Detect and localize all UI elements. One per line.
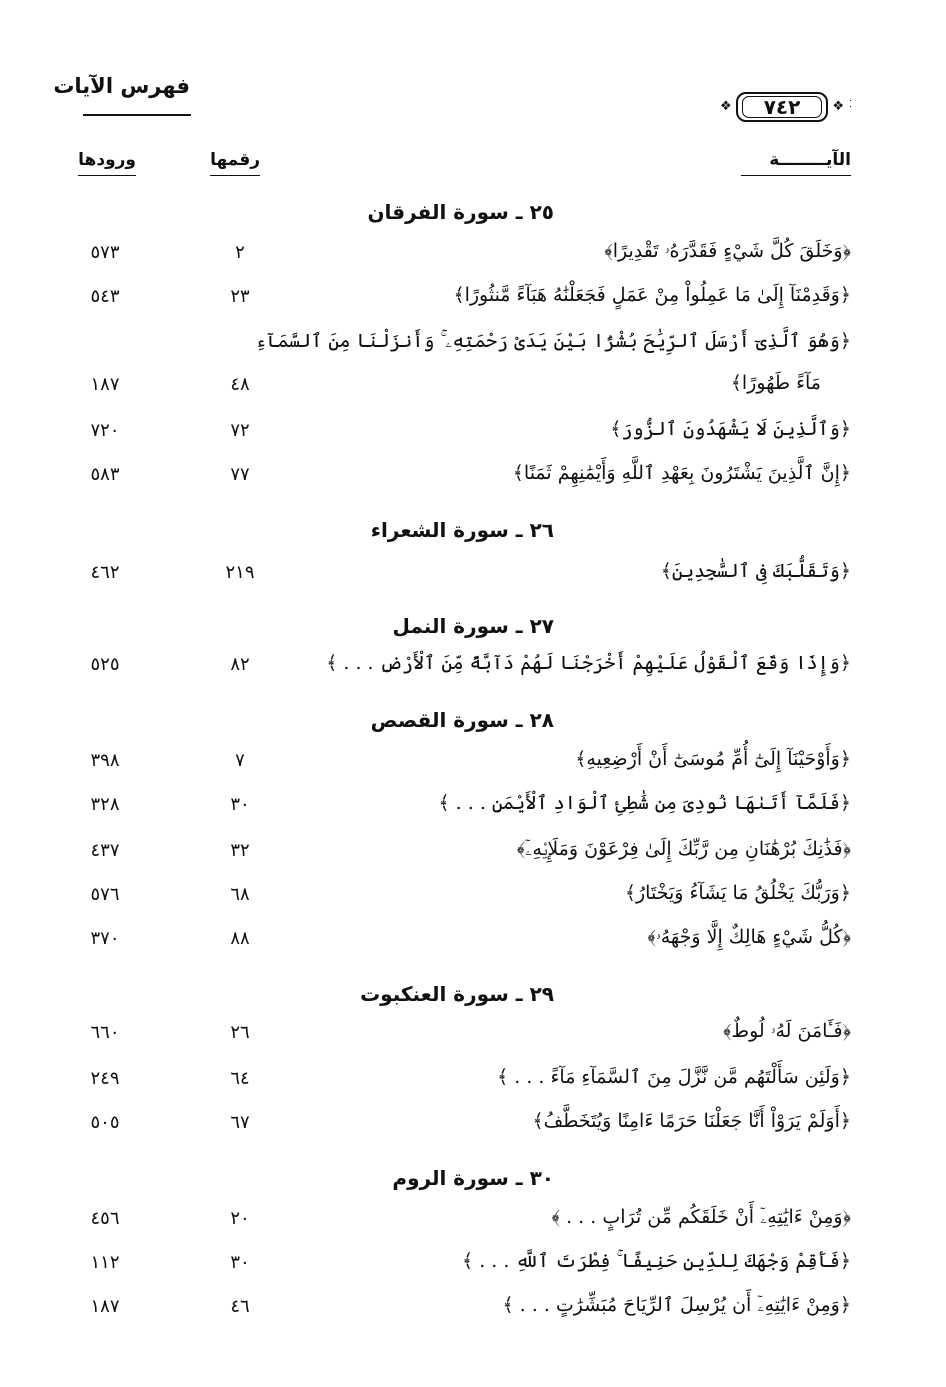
verse-occurrence: ٤٥٦ [90, 1208, 120, 1229]
verse-number: ٨٢ [230, 654, 250, 675]
verse-text: ﴿وَلَئِن سَأَلْتَهُم مَّن نَّزَّلَ مِنَ ٱلسَّمَآءِ مَآءً . . . ﴾ [497, 1066, 851, 1088]
verse-number: ٦٨ [230, 884, 250, 905]
ornament-icon: ❖ [832, 99, 844, 114]
verse-occurrence: ١١٢ [90, 1252, 120, 1273]
verse-occurrence: ٥٧٦ [90, 884, 120, 905]
verse-occurrence: ١٨٧ [90, 1296, 120, 1317]
verse-text: ﴿فَـَٔامَنَ لَهُۥ لُوطٌ﴾ [723, 1020, 851, 1042]
header-rule [83, 114, 191, 116]
verse-number: ٤٨ [230, 374, 250, 395]
verse-text: ﴿وَخَلَقَ كُلَّ شَيْءٍ فَقَدَّرَهُۥ تَقْدِيرًا﴾ [604, 240, 851, 262]
verse-number: ٤٦ [230, 1296, 250, 1317]
verse-text: ﴿وَٱلَّذِينَ لَا يَشْهَدُونَ ٱلزُّورَ﴾ [610, 418, 851, 440]
verse-occurrence: ٣٩٨ [90, 750, 120, 771]
page-number: ٧٤٢ [763, 95, 801, 119]
verse-occurrence: ٣٢٨ [90, 794, 120, 815]
verse-text: ﴿وَمِنْ ءَايَٰتِهِۦٓ أَنْ خَلَقَكُم مِّن تُرَابٍ . . . ﴾ [551, 1206, 851, 1228]
verse-number: ٣٠ [230, 794, 250, 815]
verse-occurrence: ٣٧٠ [90, 928, 120, 949]
verse-number: ٧٧ [230, 464, 250, 485]
verse-text: ﴿فَأَقِمْ وَجْهَكَ لِلدِّينِ حَنِيفًا ۚ فِطْرَتَ ٱللَّهِ . . . ﴾ [462, 1250, 851, 1272]
verse-text: ﴿وَرَبُّكَ يَخْلُقُ مَا يَشَآءُ وَيَخْتَارُ﴾ [624, 882, 851, 904]
verse-occurrence: ٥٢٥ [90, 654, 120, 675]
verse-occurrence: ٥٧٣ [90, 242, 120, 263]
verse-number: ٨٨ [230, 928, 250, 949]
running-title: فهرس الآيات [53, 74, 190, 98]
column-heading-aya: الآيــــــــة [741, 150, 851, 176]
verse-number: ٦٤ [230, 1068, 250, 1089]
verse-text: ﴿فَذَٰنِكَ بُرْهَٰنَانِ مِن رَّبِّكَ إِلَىٰ فِرْعَوْنَ وَمَلَإِي۟هِۦٓ﴾ [516, 838, 851, 860]
verse-occurrence: ١٨٧ [90, 374, 120, 395]
verse-number: ٣٢ [230, 840, 250, 861]
column-heading-occurrence: ورودها [78, 150, 136, 176]
surah-title: ٢٨ ـ سورة القصص [370, 708, 554, 732]
verse-occurrence: ٢٤٩ [90, 1068, 120, 1089]
verse-number: ٢٣ [230, 286, 250, 307]
verse-text: ﴿فَلَمَّآ أَتَىٰهَا نُودِىَ مِن شَٰطِئِ ٱلْوَادِ ٱلْأَيْمَنِ . . . ﴾ [438, 792, 851, 814]
header-double-rule [850, 100, 851, 107]
surah-title: ٢٦ ـ سورة الشعراء [370, 518, 554, 542]
verse-text: ﴿وَمِنْ ءَايَٰتِهِۦٓ أَن يُرْسِلَ ٱلرِّيَاحَ مُبَشِّرَٰتٍ . . . ﴾ [502, 1294, 851, 1316]
verse-number: ٣٠ [230, 1252, 250, 1273]
verse-number: ٢٠ [230, 1208, 250, 1229]
verse-occurrence: ٤٦٢ [90, 562, 120, 583]
verse-text: ﴿وَتَقَلُّبَكَ فِى ٱلسَّٰجِدِينَ﴾ [660, 560, 851, 582]
verse-occurrence: ٤٣٧ [90, 840, 120, 861]
verse-text: ﴿أَوَلَمْ يَرَوْاْ أَنَّا جَعَلْنَا حَرَمًا ءَامِنًا وَيُتَخَطَّفُ﴾ [532, 1110, 851, 1132]
verse-number: ٧٢ [230, 420, 250, 441]
verse-number: ٢ [235, 242, 245, 263]
verse-text: ﴿وَقَدِمْنَآ إِلَىٰ مَا عَمِلُواْ مِنْ عَمَلٍ فَجَعَلْنَٰهُ هَبَآءً مَّنثُورًا﴾ [453, 284, 851, 306]
surah-title: ٢٩ ـ سورة العنكبوت [360, 982, 554, 1006]
ornament-icon: ❖ [720, 99, 732, 114]
verse-occurrence: ٦٦٠ [90, 1022, 120, 1043]
verse-text: ﴿وَإِذَا وَقَعَ ٱلْقَوْلُ عَلَيْهِمْ أَخْرَجْنَا لَهُمْ دَآبَّةً مِّنَ ٱلْأَرْضِ . . . ﴾ [326, 652, 851, 674]
verse-text: ﴿كُلُّ شَيْءٍ هَالِكٌ إِلَّا وَجْهَهُۥ﴾ [647, 926, 851, 948]
surah-title: ٢٧ ـ سورة النمل [392, 614, 554, 638]
surah-title: ٣٠ ـ سورة الروم [392, 1166, 554, 1190]
surah-title: ٢٥ ـ سورة الفرقان [367, 200, 554, 224]
verse-text: ﴿إِنَّ ٱلَّذِينَ يَشْتَرُونَ بِعَهْدِ ٱللَّهِ وَأَيْمَٰنِهِمْ ثَمَنًا﴾ [512, 462, 851, 484]
verse-number: ٢١٩ [225, 562, 255, 583]
verse-number: ٢٦ [230, 1022, 250, 1043]
verse-occurrence: ٧٢٠ [90, 420, 120, 441]
verse-text: ﴿وَهُوَ ٱلَّذِىٓ أَرْسَلَ ٱلرِّيَٰحَ بُشْرًۢا بَيْنَ يَدَىْ رَحْمَتِهِۦ ۚ وَأَنزَلْنَا مِنَ ٱلسَّمَآءِ [255, 330, 851, 352]
verse-occurrence: ٥٠٥ [90, 1112, 120, 1133]
verse-number: ٦٧ [230, 1112, 250, 1133]
verse-text: ﴿وَأَوْحَيْنَآ إِلَىٰٓ أُمِّ مُوسَىٰٓ أَنْ أَرْضِعِيهِ﴾ [575, 748, 851, 770]
column-heading-number: رقمها [210, 150, 260, 176]
verse-occurrence: ٥٤٣ [90, 286, 120, 307]
page-number-box [716, 92, 848, 122]
verse-text-continuation: مَآءً طَهُورًا﴾ [730, 372, 821, 394]
verse-occurrence: ٥٨٣ [90, 464, 120, 485]
verse-number: ٧ [235, 750, 245, 771]
